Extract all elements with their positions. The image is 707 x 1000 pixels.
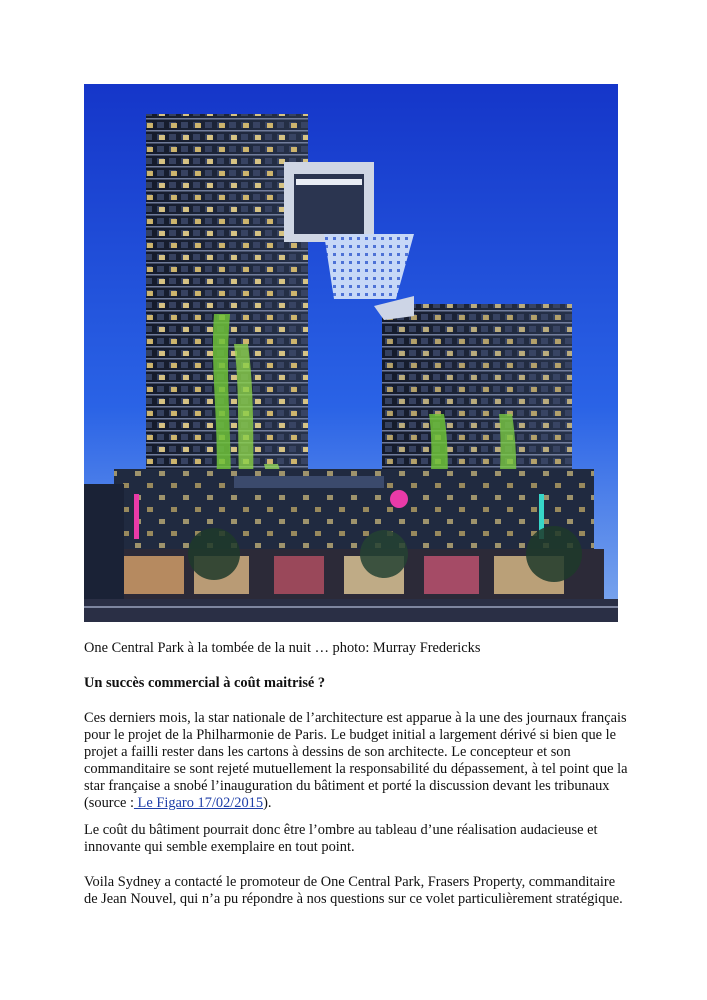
paragraph-1-end: ). [263,795,272,811]
le-figaro-link[interactable]: Le Figaro 17/02/2015 [133,795,264,811]
section-heading: Un succès commercial à coût maitrisé ? [84,675,326,691]
building-photo [84,84,618,622]
paragraph-2: Le coût du bâtiment pourrait donc être l’ombre au tableau d’une réalisation audacieuse et innovante qui semble exemplaire en tout point. [84,822,598,855]
paragraph-1 [84,710,629,812]
one-central-park-photo [84,84,618,622]
paragraph-1-text: Ces derniers mois, la star nationale de l’architecture est apparue à la une des journaux français pour le projet de la Philharmonie de Paris. Le budget initial a largement dérivé si bien que le projet a failli rester dans les cartons à dessins de son architecte. Le concepteur et son commanditaire se sont rejeté mutuellement la responsabilité du dépassement, à tel point que la star française a snobé l’inauguration du bâtiment et porté la discussion devant les tribunaux (source : [84,710,628,811]
paragraph-3: Voila Sydney a contacté le promoteur de One Central Park, Frasers Property, commanditaire de Jean Nouvel, qui n’a pu répondre à nos questions sur ce volet particulièrement stratégique. [84,874,623,907]
photo-caption: One Central Park à la tombée de la nuit … photo: Murray Fredericks [84,640,481,656]
